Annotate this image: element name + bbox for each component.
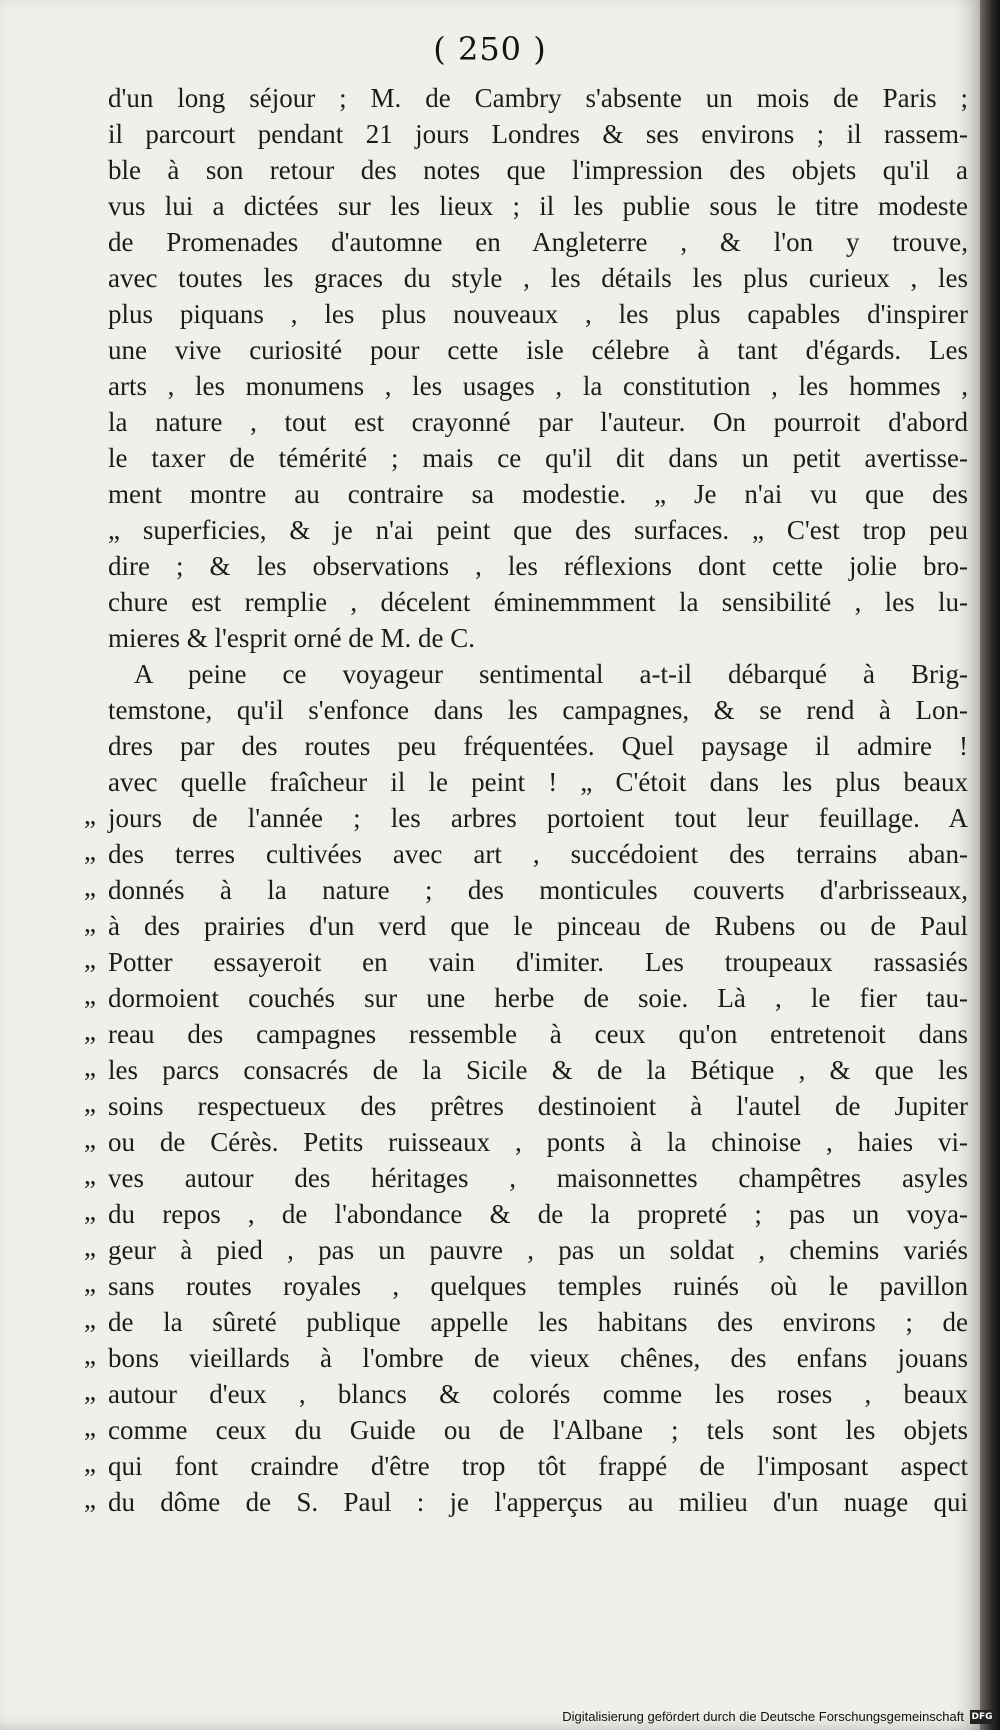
text-line: soins respectueux des prêtres destinoient à l'autel de Jupiter xyxy=(108,1091,968,1121)
quote-mark: „ xyxy=(84,1088,96,1118)
quote-mark: „ xyxy=(84,836,96,866)
text-line: du repos , de l'abondance & de la propreté ; pas un voya- xyxy=(108,1199,968,1229)
text-line: le taxer de témérité ; mais ce qu'il dit dans un petit avertisse- xyxy=(108,443,968,473)
text-line: ou de Cérès. Petits ruisseaux , ponts à la chinoise , haies vi- xyxy=(108,1127,968,1157)
quote-mark: „ xyxy=(84,1340,96,1370)
dfg-logo-icon: DFG xyxy=(971,1711,993,1722)
text-line: les parcs consacrés de la Sicile & de la Bétique , & que les xyxy=(108,1055,968,1085)
text-line: „ superficies, & je n'ai peint que des surfaces. „ C'est trop peu xyxy=(108,515,968,545)
footer xyxy=(562,1709,994,1724)
quote-mark: „ xyxy=(84,1412,96,1442)
quote-mark: „ xyxy=(84,1196,96,1226)
text-line: il parcourt pendant 21 jours Londres & ses environs ; il rassem- xyxy=(108,119,968,149)
body-text xyxy=(108,80,968,1520)
quote-mark: „ xyxy=(84,1268,96,1298)
text-line: qui font craindre d'être trop tôt frappé de l'imposant aspect xyxy=(108,1451,968,1481)
text-line: dire ; & les observations , les réflexions dont cette jolie bro- xyxy=(108,551,968,581)
text-line: autour d'eux , blancs & colorés comme les roses , beaux xyxy=(108,1379,968,1409)
quote-mark: „ xyxy=(84,1016,96,1046)
text-line: d'un long séjour ; M. de Cambry s'absente un mois de Paris ; xyxy=(108,83,968,113)
page-edge xyxy=(980,0,1000,1730)
text-line: à des prairies d'un verd que le pinceau de Rubens ou de Paul xyxy=(108,911,968,941)
quote-mark: „ xyxy=(84,800,96,830)
text-line: bons vieillards à l'ombre de vieux chênes, des enfans jouans xyxy=(108,1343,968,1373)
text-line: ble à son retour des notes que l'impression des objets qu'il a xyxy=(108,155,968,185)
quote-mark: „ xyxy=(84,1124,96,1154)
text-line: ves autour des héritages , maisonnettes champêtres asyles xyxy=(108,1163,968,1193)
text-line: Potter essayeroit en vain d'imiter. Les troupeaux rassasiés xyxy=(108,947,968,977)
quote-mark: „ xyxy=(84,1232,96,1262)
text-line: temstone, qu'il s'enfonce dans les campagnes, & se rend à Lon- xyxy=(108,695,968,725)
quote-mark: „ xyxy=(84,872,96,902)
quote-mark: „ xyxy=(84,944,96,974)
text-line: donnés à la nature ; des monticules couverts d'arbrisseaux, xyxy=(108,875,968,905)
quote-mark: „ xyxy=(84,1376,96,1406)
text-line: jours de l'année ; les arbres portoient tout leur feuillage. A xyxy=(108,803,968,833)
text-line: une vive curiosité pour cette isle célebre à tant d'égards. Les xyxy=(108,335,968,365)
text-line: avec quelle fraîcheur il le peint ! „ C'étoit dans les plus beaux xyxy=(108,767,968,797)
text-line: chure est remplie , décelent éminemmment la sensibilité , les lu- xyxy=(108,587,968,617)
text-line: mieres & l'esprit orné de M. de C. xyxy=(108,623,476,653)
page-number: ( 250 ) xyxy=(433,30,547,68)
quote-mark: „ xyxy=(84,908,96,938)
text-line: sans routes royales , quelques temples ruinés où le pavillon xyxy=(108,1271,968,1301)
text-line: vus lui a dictées sur les lieux ; il les publie sous le titre modeste xyxy=(108,191,968,221)
text-line: du dôme de S. Paul : je l'apperçus au milieu d'un nuage qui xyxy=(108,1487,968,1517)
text-line: de la sûreté publique appelle les habitans des environs ; de xyxy=(108,1307,968,1337)
quote-mark: „ xyxy=(84,1304,96,1334)
text-line: dres par des routes peu fréquentées. Quel paysage il admire ! xyxy=(108,731,968,761)
text-line: comme ceux du Guide ou de l'Albane ; tels sont les objets xyxy=(108,1415,968,1445)
footer-credit: Digitalisierung gefördert durch die Deutsche Forschungsgemeinschaft xyxy=(562,1709,964,1724)
text-line: plus piquans , les plus nouveaux , les plus capables d'inspirer xyxy=(108,299,968,329)
text-line: de Promenades d'automne en Angleterre , & l'on y trouve, xyxy=(108,227,968,257)
quote-mark: „ xyxy=(84,1160,96,1190)
text-line: A peine ce voyageur sentimental a-t-il débarqué à Brig- xyxy=(134,659,968,689)
text-line: reau des campagnes ressemble à ceux qu'on entretenoit dans xyxy=(108,1019,968,1049)
text-line: des terres cultivées avec art , succédoient des terrains aban- xyxy=(108,839,968,869)
text-line: avec toutes les graces du style , les détails les plus curieux , les xyxy=(108,263,968,293)
quote-mark: „ xyxy=(84,1448,96,1478)
text-line: la nature , tout est crayonné par l'auteur. On pourroit d'abord xyxy=(108,407,968,437)
text-line: geur à pied , pas un pauvre , pas un soldat , chemins variés xyxy=(108,1235,968,1265)
quote-mark: „ xyxy=(84,1484,96,1514)
text-line: arts , les monumens , les usages , la constitution , les hommes , xyxy=(108,371,968,401)
text-line: dormoient couchés sur une herbe de soie. Là , le fier tau- xyxy=(108,983,968,1013)
quote-mark: „ xyxy=(84,980,96,1010)
quote-mark: „ xyxy=(84,1052,96,1082)
text-line: ment montre au contraire sa modestie. „ Je n'ai vu que des xyxy=(108,479,968,509)
